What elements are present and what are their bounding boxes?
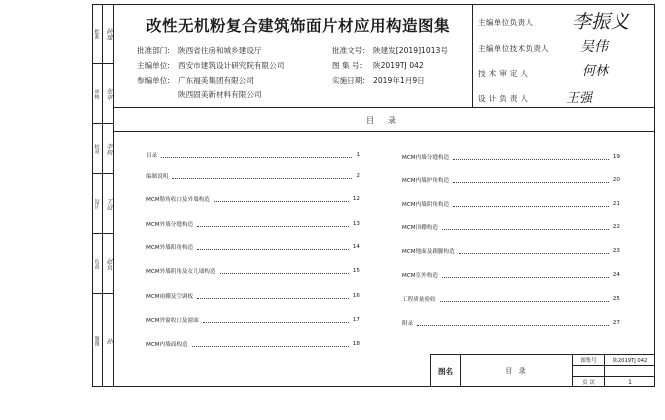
strip-label: 设计 [92,174,103,233]
toc-entry-label: MCM外墙阳角构造 [146,245,194,251]
toc-entry-label: MCM勒角收口及外墙构造 [146,197,210,203]
toc-entry[interactable] [402,271,620,279]
toc-entry[interactable] [402,319,620,327]
toc-heading: 目录 [366,116,410,125]
leader-dots [453,182,609,183]
signature: 何林 [582,64,609,79]
leader-dots [442,277,609,278]
header-bottom-rule [114,107,655,108]
leader-dots [453,159,609,160]
leader-dots [417,325,609,326]
toc-entry[interactable] [146,172,360,180]
approve-dept-label: 批准部门: [137,46,170,55]
strip-label: 审核 [92,64,103,123]
toc-entry[interactable] [146,195,360,203]
toc-entry[interactable] [146,220,360,228]
toc-entry-label: 目录 [146,153,158,159]
strip-cell [92,4,114,64]
editor-label: 主编单位: [137,61,170,70]
toc-entry-page: 17 [352,317,360,323]
atlas-number-label: 图集号 [580,358,597,364]
role-label: 主编单位负责人 [478,18,534,27]
toc-entry-label: 附录 [402,321,414,327]
strip-label: 校对 [92,124,103,173]
title-block-row-rule [572,365,655,366]
toc-entry-label: MCM外窗收口及窗面 [146,318,199,324]
strip-label: 负责 [92,234,103,293]
toc-entry[interactable] [402,223,620,231]
toc-entry[interactable] [402,247,620,255]
toc-entry-page: 25 [612,296,620,302]
toc-entry[interactable] [146,151,360,159]
strip-signature: 王设 [105,197,112,210]
date-label: 实施日期: [332,76,365,85]
leader-dots [214,201,349,202]
approval-strip [92,4,114,387]
strip-cell [92,124,114,174]
participant-value-2: 陕西固美新材料有限公司 [178,90,262,99]
toc-entry-page: 24 [612,272,620,278]
toc-entry-label: MCM内墙阴角构造 [402,202,450,208]
leader-dots [161,157,352,158]
toc-entry[interactable] [146,243,360,251]
drawing-name-label: 图名 [438,366,453,376]
toc-entry[interactable] [146,267,360,275]
toc-entry-label: MCM内墙分缝构造 [402,155,450,161]
toc-entry[interactable] [402,176,620,184]
leader-dots [197,226,349,227]
signature: 李振义 [572,11,630,33]
strip-cell [92,64,114,124]
strip-signature: 孙 [105,337,112,344]
leader-dots [220,273,349,274]
toc-entry-page: 22 [612,224,620,230]
participant-label: 参编单位: [137,76,170,85]
toc-entry-label: MCM雨棚及空调板 [146,294,194,300]
toc-entry-label: 工程质量验收 [402,297,436,303]
toc-entry-page: 18 [352,341,360,347]
strip-label: 批准 [92,4,103,63]
toc-entry-label: 编制说明 [146,174,169,180]
toc-entry-page: 15 [352,268,360,274]
strip-cell [92,174,114,234]
signature: 吴伟 [580,39,608,55]
strip-cell [92,294,114,387]
strip-cell [92,234,114,294]
toc-entry[interactable] [146,340,360,348]
toc-entry-page: 20 [612,177,620,183]
doc-no-label: 批准文号: [332,46,365,55]
leader-dots [440,301,609,302]
toc-entry-label: MCM地面及踢脚构造 [402,249,455,255]
leader-dots [192,346,349,347]
role-label: 设 计 负 责 人 [478,94,529,103]
leader-dots [203,322,349,323]
toc-entry[interactable] [146,292,360,300]
toc-entry-label: MCM外墙阴角及女儿墙构造 [146,269,216,275]
leader-dots [172,178,352,179]
approve-dept-value: 陕西省住房和城乡建设厅 [178,46,262,55]
strip-signature: 陕建 [105,27,112,40]
toc-title-rule [114,131,655,132]
toc-entry[interactable] [402,153,620,161]
toc-entry-page: 1 [356,152,360,158]
leader-dots [459,253,609,254]
toc-entry[interactable] [402,200,620,208]
signature: 王强 [566,91,593,106]
toc-entry-label: MCM顶棚构造 [402,225,438,231]
leader-dots [442,229,609,230]
atlas-title: 改性无机粉复合建筑饰面片材应用构造图集 [146,17,451,35]
toc-entry-page: 2 [356,173,360,179]
toc-entry[interactable] [146,316,360,324]
toc-entry-page: 19 [612,154,620,160]
date-value: 2019年1月9日 [373,76,425,85]
role-label: 技 术 审 定 人 [478,69,529,78]
toc-entry-page: 13 [352,221,360,227]
toc-entry-page: 21 [612,201,620,207]
editor-value: 西安市建筑设计研究院有限公司 [178,61,285,70]
toc-entry-page: 23 [612,248,620,254]
page-label: 页 次 [582,380,595,386]
toc-entry-page: 27 [612,320,620,326]
toc-entry-label: MCM室外构造 [402,273,438,279]
leader-dots [197,249,349,250]
header-divider [472,4,473,107]
toc-entry-page: 12 [352,196,360,202]
toc-entry-label: MCM内墙面构造 [146,342,188,348]
atlas-number-value: 陕2019TJ 042 [612,357,648,364]
leader-dots [197,298,349,299]
drawing-name-value: 目 录 [505,367,528,375]
strip-signature: 赵负 [105,257,112,270]
participant-value-1: 广东福美集团有限公司 [178,76,254,85]
role-label: 主编单位技术负责人 [478,44,550,53]
atlas-no-label: 图 集 号: [332,61,363,70]
strip-label: 制图 [92,294,103,387]
toc-entry-page: 14 [352,244,360,250]
toc-entry-label: MCM外墙分缝构造 [146,222,194,228]
leader-dots [453,206,609,207]
page-value: 1 [628,378,632,386]
atlas-no-value: 陕2019TJ 042 [373,61,424,70]
toc-entry-label: MCM内墙护角构造 [402,178,450,184]
doc-no-value: 陕建发[2019]1013号 [373,46,448,55]
toc-entry[interactable] [402,295,620,303]
strip-signature: 李校 [105,142,112,155]
strip-signature: 张审 [105,87,112,100]
toc-entry-page: 16 [352,293,360,299]
